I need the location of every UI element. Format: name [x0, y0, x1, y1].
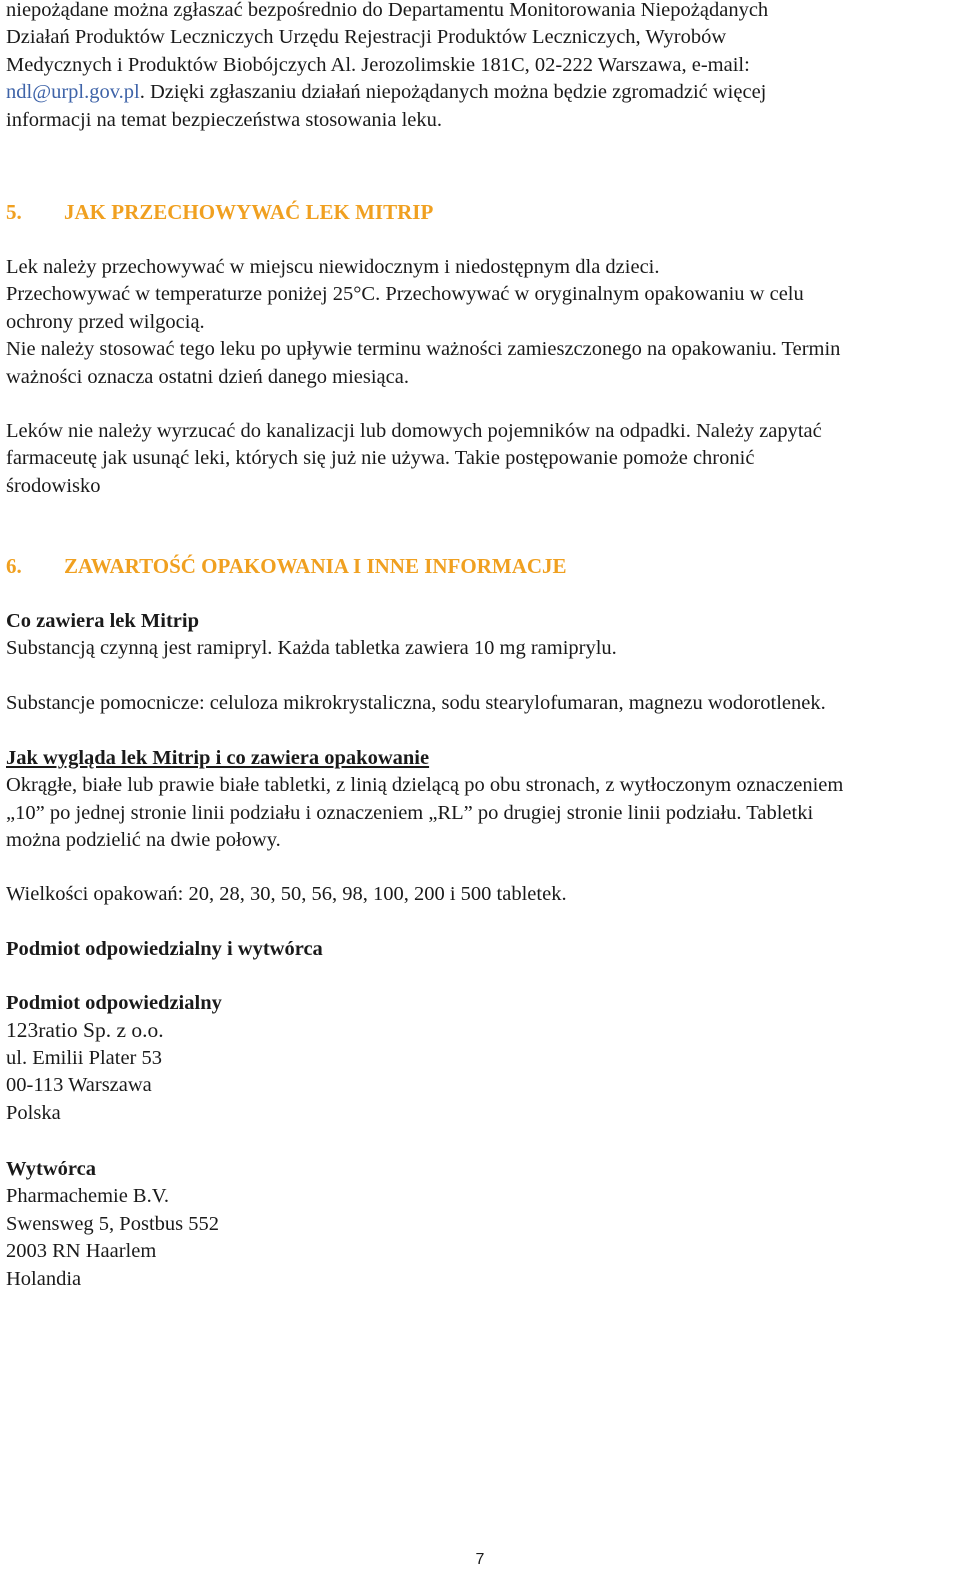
manufacturer-name: Pharmachemie B.V.	[6, 1185, 170, 1208]
manufacturer-country: Holandia	[6, 1267, 82, 1290]
disposal-paragraph	[6, 418, 822, 500]
manufacturer-heading: Wytwórca	[6, 1158, 96, 1180]
manufacturer-block	[6, 1156, 219, 1293]
mah-country: Polska	[6, 1101, 61, 1124]
contents-block	[6, 608, 617, 663]
intro-line-3: Medycznych i Produktów Biobójczych Al. Jerozolimskie 181C, 02-222 Warszawa, e-mail:	[6, 53, 750, 76]
section-6-number: 6.	[6, 554, 22, 578]
mah-city: 00-113 Warszawa	[6, 1074, 152, 1097]
disposal-line-2: farmaceutę jak usunąć leki, których się już nie używa. Takie postępowanie pomoże chronić	[6, 447, 755, 470]
storage-line-1: Lek należy przechowywać w miejscu niewidocznym i niedostępnym dla dzieci.	[6, 256, 660, 278]
section-5-number: 5.	[6, 200, 22, 224]
intro-after-email: . Dzięki zgłaszaniu działań niepożądanych można będzie zgromadzić więcej	[139, 81, 767, 104]
intro-line-4	[6, 79, 768, 106]
section-5-heading	[6, 199, 433, 226]
manufacturer-street: Swensweg 5, Postbus 552	[6, 1212, 219, 1235]
mah-name: 123ratio Sp. z o.o.	[6, 1018, 164, 1043]
mah-block	[6, 990, 222, 1127]
appearance-line-1: Okrągłe, białe lub prawie białe tabletki, z linią dzielącą po obu stronach, z wytłoczonym oznaczeniem	[6, 774, 844, 797]
intro-line-2: Działań Produktów Leczniczych Urzędu Rejestracji Produktów Leczniczych, Wyrobów	[6, 26, 727, 49]
manufacturer-city: 2003 RN Haarlem	[6, 1240, 157, 1263]
disposal-line-1: Leków nie należy wyrzucać do kanalizacji lub domowych pojemników na odpadki. Należy zapytać	[6, 420, 822, 442]
intro-line-1: niepożądane można zgłaszać bezpośrednio do Departamentu Monitorowania Niepożądanych	[6, 0, 769, 21]
appearance-line-2: „10” po jednej stronie linii podziału i oznaczeniem „RL” po drugiej stronie linii podziału. Tabletki	[6, 801, 814, 824]
contents-heading: Co zawiera lek Mitrip	[6, 610, 199, 632]
storage-line-5: ważności oznacza ostatni dzień danego miesiąca.	[6, 365, 409, 388]
storage-line-4: Nie należy stosować tego leku po upływie terminu ważności zamieszczonego na opakowaniu. Termin	[6, 338, 841, 361]
appearance-line-3: można podzielić na dwie połowy.	[6, 829, 281, 852]
storage-line-2: Przechowywać w temperaturze poniżej 25°C. Przechowywać w oryginalnym opakowaniu w celu	[6, 283, 804, 306]
mah-heading: Podmiot odpowiedzialny	[6, 992, 222, 1014]
section-5-title: JAK PRZECHOWYWAĆ LEK MITRIP	[64, 200, 434, 224]
section-6-heading	[6, 553, 567, 580]
intro-paragraph	[6, 0, 768, 134]
appearance-block	[6, 745, 843, 855]
excipients: Substancje pomocnicze: celuloza mikrokrystaliczna, sodu stearylofumaran, magnezu wodorotlenek.	[6, 692, 826, 714]
email-link[interactable]: ndl@urpl.gov.pl	[6, 81, 140, 104]
mah-street: ul. Emilii Plater 53	[6, 1046, 163, 1069]
appearance-heading: Jak wygląda lek Mitrip i co zawiera opakowanie	[6, 747, 430, 769]
disposal-line-3: środowisko	[6, 474, 101, 497]
storage-paragraph	[6, 254, 840, 391]
section-6-title: ZAWARTOŚĆ OPAKOWANIA I INNE INFORMACJE	[64, 554, 567, 578]
pack-sizes: Wielkości opakowań: 20, 28, 30, 50, 56, 98, 100, 200 i 500 tabletek.	[6, 883, 567, 905]
storage-line-3: ochrony przed wilgocią.	[6, 310, 205, 333]
page-number: 7	[475, 1551, 485, 1568]
active-substance: Substancją czynną jest ramipryl. Każda tabletka zawiera 10 mg ramiprylu.	[6, 637, 617, 660]
intro-line-5: informacji na temat bezpieczeństwa stosowania leku.	[6, 108, 443, 131]
mah-manufacturer-heading: Podmiot odpowiedzialny i wytwórca	[6, 938, 323, 960]
